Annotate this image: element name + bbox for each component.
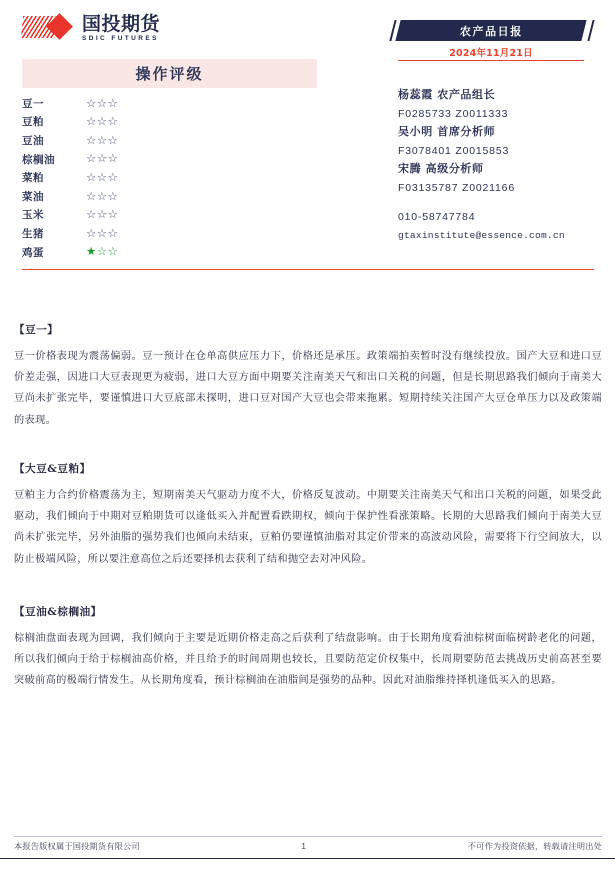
footer-bottom-border: [0, 858, 615, 859]
analyst-license-codes: F03135787 Z0021166: [398, 181, 515, 194]
rating-panel-title-text: 操作评级: [135, 65, 204, 83]
header-divider: [22, 269, 594, 270]
report-body: [14, 322, 602, 705]
section-paragraph: 豆一价格表现为震荡偏弱。豆一预计在仓单高供应压力下，价格还是承压。政策端拍卖暂时没有继续投放。国产大豆和进口豆价差走强，因进口大豆表现更为疲弱，进口大豆方面中期要关注南美天气和出口关税的问题，但是长期思路我们倾向于南美大豆尚未扩张完毕，要谨慎进口大豆底部未探明，进口豆对国产大豆也会带来拖累。短期持续关注国产大豆仓单压力以及政策端的表现。: [14, 351, 602, 426]
logo-english-name: SDIC FUTURES: [82, 35, 159, 42]
banner-right-accent: [587, 20, 594, 41]
analyst-name-role: 宋腾 高级分析师: [398, 161, 484, 175]
rating-stars: ☆☆☆: [86, 225, 119, 240]
rating-commodity-name: 豆粕: [22, 116, 44, 129]
section-paragraph: 棕榈油盘面表现为回调，我们倾向于主要是近期价格走高之后获利了结盘影响。由于长期角度看油棕树面临树龄老化的问题，所以我们倾向于给于棕榈油高价格，并且给予的时间周期也较长，且要防范定价权集中，长周期要防范去挑战历史前高甚至要突破前高的极端行情发生。从长期角度看，预计棕榈油在油脂间是强势的品种。因此对油脂维持择机逢低买入的思路。: [14, 632, 602, 687]
analyst-name-role: 杨蕊霞 农产品组长: [398, 88, 496, 101]
footer-disclaimer: 不可作为投资依据，转载请注明出处: [467, 841, 602, 851]
report-title-text: 农产品日报: [459, 24, 523, 38]
report-date: 2024年11月21日: [449, 48, 533, 59]
rating-row: [22, 187, 317, 206]
contact-phone: 010-58747784: [398, 210, 476, 223]
section-spacer: [14, 445, 602, 461]
rating-commodity-name: 菜油: [22, 190, 44, 203]
rating-row: [22, 224, 317, 243]
rating-stars: ☆☆☆: [86, 151, 119, 166]
analyst-license-codes: F3078401 Z0015853: [398, 144, 510, 157]
report-date-divider: [398, 60, 584, 61]
analyst-info-block: [398, 86, 608, 241]
section-spacer: [14, 584, 602, 604]
footer-page-number: 1: [301, 842, 307, 851]
rating-row: [22, 113, 317, 132]
rating-stars: ☆☆☆: [86, 132, 119, 147]
section-heading: 【豆一】: [14, 324, 59, 336]
footer-divider: [14, 836, 602, 837]
section-soybean-meal: [14, 461, 602, 570]
company-logo: [22, 14, 160, 43]
logo-mark-icon: [22, 14, 78, 40]
rating-stars: ☆☆☆: [86, 114, 119, 129]
rating-stars: ☆☆☆: [86, 169, 119, 184]
section-heading: 【豆油&棕榈油】: [14, 605, 102, 618]
footer-copyright: 本报告版权属于国投期货有限公司: [14, 841, 140, 851]
analyst-license-codes: F0285733 Z0011333: [398, 107, 509, 120]
rating-commodity-name: 豆一: [22, 97, 44, 110]
rating-row: [22, 168, 317, 187]
rating-row: [22, 243, 317, 262]
rating-stars: ☆☆☆: [86, 207, 119, 222]
rating-row: [22, 131, 317, 150]
rating-panel-title: [22, 59, 317, 88]
section-dou-yi: [14, 322, 602, 431]
report-header: [0, 0, 615, 300]
rating-stars: ☆☆☆: [86, 95, 119, 110]
report-title-banner: [395, 20, 586, 41]
section-soybean-palm-oil: [14, 604, 602, 692]
rating-commodity-name: 鸡蛋: [22, 246, 44, 259]
rating-commodity-name: 玉米: [22, 209, 44, 222]
analyst-name-role: 吴小明 首席分析师: [398, 124, 496, 138]
rating-row: [22, 150, 317, 169]
logo-wordmark: [82, 14, 160, 43]
contact-email[interactable]: gtaxinstitute@essence.com.cn: [398, 229, 565, 241]
rating-list: [22, 94, 317, 261]
section-paragraph: 豆粕主力合约价格震荡为主，短期南美天气驱动力度不大，价格反复波动。中期要关注南美天气和出口关税的问题，如果受此驱动，我们倾向于中期对豆粕期货可以逢低买入并配置看跌期权，倾向于保护性看涨策略。长期的大思路我们倾向于南美大豆尚未扩张完毕，另外油脂的强势我们也倾向未结束，豆粕仍要谨慎油脂对其定价带来的高波动风险，需要将下行空间放大，以防止极端风险，所以要注意高位之后还要择机去获利了结和抛空去对冲风险。: [14, 489, 602, 565]
rating-commodity-name: 生猪: [22, 227, 44, 240]
logo-chinese-name: 国投期货: [82, 13, 161, 35]
rating-commodity-name: 棕榈油: [22, 153, 55, 166]
report-footer: [14, 841, 602, 852]
rating-stars: ★☆☆: [86, 244, 119, 259]
rating-stars: ☆☆☆: [86, 188, 119, 203]
section-heading: 【大豆&豆粕】: [14, 462, 91, 475]
rating-commodity-name: 菜粕: [22, 172, 44, 185]
rating-row: [22, 206, 317, 225]
rating-commodity-name: 豆油: [22, 134, 44, 147]
rating-row: [22, 94, 317, 113]
